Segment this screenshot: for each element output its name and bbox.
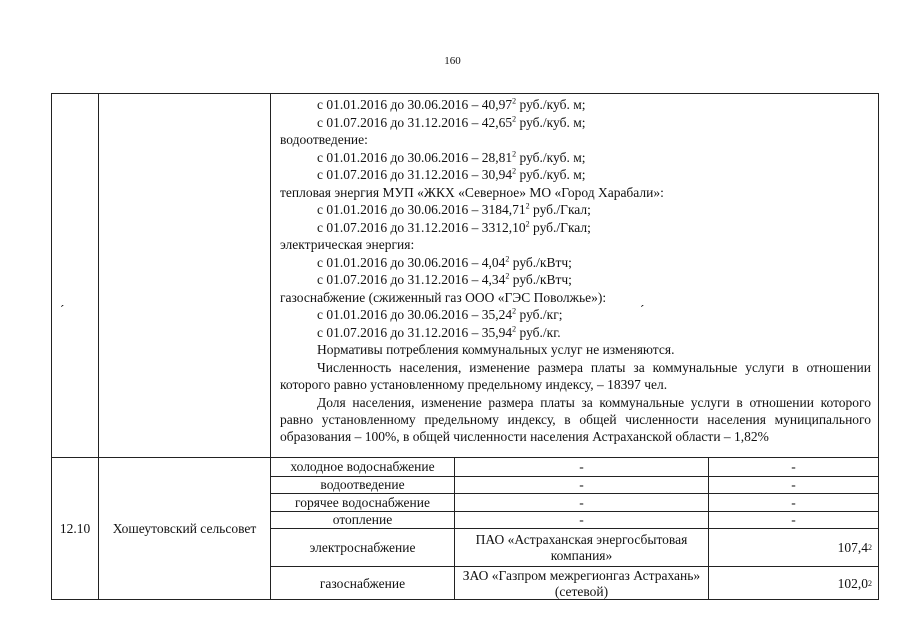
stray-mark: ´ bbox=[60, 302, 65, 317]
service-index: 107,4 2 bbox=[837, 539, 872, 555]
service-provider: ЗАО «Газпром межрегионгаз Астрахань» (сетевой) bbox=[462, 567, 701, 599]
tariff-line: с 01.07.2016 до 31.12.2016 – 42,65$^2$ руб./куб. м; bbox=[317, 114, 586, 130]
service-provider: - bbox=[579, 494, 584, 510]
page-number: 160 bbox=[444, 55, 461, 67]
tariff-line: с 01.01.2016 до 30.06.2016 – 35,24$^2$ руб./кг; bbox=[317, 306, 563, 322]
stray-mark: ´ bbox=[640, 302, 645, 317]
tariff-line: с 01.07.2016 до 31.12.2016 – 30,94$^2$ руб./куб. м; bbox=[317, 166, 586, 182]
service-name: электроснабжение bbox=[309, 539, 416, 555]
service-provider: - bbox=[579, 459, 584, 474]
tariff-line: с 01.01.2016 до 30.06.2016 – 28,81$^2$ руб./куб. м; bbox=[317, 149, 586, 165]
service-provider: - bbox=[579, 512, 584, 527]
service-provider: - bbox=[579, 477, 584, 492]
service-index: - bbox=[791, 512, 796, 527]
tariff-line: с 01.01.2016 до 30.06.2016 – 4,04$^2$ руб./кВтч; bbox=[317, 254, 572, 270]
tariff-line: с 01.07.2016 до 31.12.2016 – 4,34$^2$ руб./кВтч; bbox=[317, 271, 572, 287]
norms-paragraph: Нормативы потребления коммунальных услуг не изменяются. bbox=[317, 342, 675, 357]
service-index: - bbox=[791, 459, 796, 474]
service-index: - bbox=[791, 477, 796, 492]
service-name: газоснабжение bbox=[319, 575, 406, 591]
service-index: 102,0 2 bbox=[837, 575, 872, 591]
tariff-line: с 01.07.2016 до 31.12.2016 – 35,94$^2$ руб./кг. bbox=[317, 324, 561, 340]
service-index: - bbox=[791, 494, 796, 510]
tariff-line: с 01.07.2016 до 31.12.2016 – 3312,10$^2$ руб./Гкал; bbox=[317, 219, 591, 235]
tariff-line: с 01.01.2016 до 30.06.2016 – 40,97$^2$ руб./куб. м; bbox=[317, 96, 586, 112]
row-number: 12.10 bbox=[59, 521, 91, 536]
tariff-line: с 01.01.2016 до 30.06.2016 – 3184,71$^2$ руб./Гкал; bbox=[317, 201, 591, 217]
service-name: водоотведение bbox=[320, 477, 405, 492]
tariff-heading: тепловая энергия МУП «ЖКХ «Северное» МО «Город Харабали»: bbox=[280, 185, 664, 200]
service-name: горячее водоснабжение bbox=[295, 494, 430, 510]
tariff-heading: водоотведение: bbox=[280, 132, 368, 147]
municipality-name: Хошеутовский сельсовет bbox=[112, 521, 257, 536]
tariff-heading: газоснабжение (сжиженный газ ООО «ГЭС Поволжье»): bbox=[280, 290, 607, 305]
service-provider: ПАО «Астраханская энергосбытовая компания» bbox=[475, 531, 688, 563]
service-name: холодное водоснабжение bbox=[290, 459, 435, 474]
population-paragraph: Численность населения, изменение размера платы за коммунальные услуги в отношении которого равно установленному предельному индексу, – 18397 чел. bbox=[280, 360, 871, 392]
share-paragraph: Доля населения, изменение размера платы за коммунальные услуги в отношении которого равно установленному предельному индексу, в общей численности населения муниципального образования – 100%, в общей численности населения Астраханской области – 1,82% bbox=[280, 395, 871, 444]
service-name: отопление bbox=[332, 512, 393, 527]
tariff-heading: электрическая энергия: bbox=[280, 237, 415, 252]
